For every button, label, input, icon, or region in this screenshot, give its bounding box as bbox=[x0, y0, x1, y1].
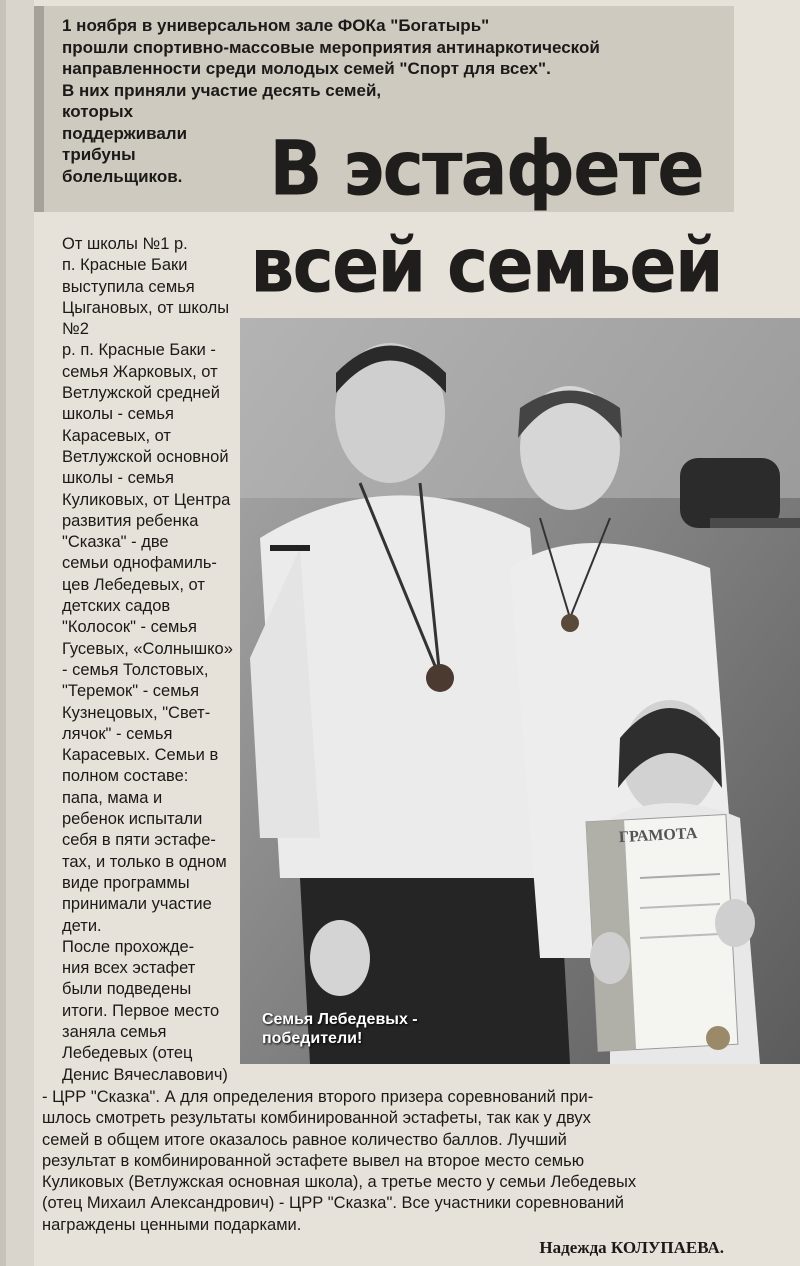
article-line: семья Жарковых, от bbox=[62, 362, 218, 381]
headline-line-1: В эстафете bbox=[269, 124, 703, 213]
lead-line: В них приняли участие десять семей, bbox=[62, 80, 382, 100]
headline-line-2: всей семьей bbox=[250, 221, 722, 311]
article-line: детских садов bbox=[62, 597, 171, 616]
article-line: выступила семья bbox=[62, 277, 195, 296]
article-line: семьи однофамиль- bbox=[62, 554, 217, 573]
article-line: От школы №1 р. bbox=[62, 235, 188, 253]
article-line: Цыгановых, от школы bbox=[62, 298, 230, 317]
headline bbox=[236, 120, 736, 314]
article-line: "Теремок" - семья bbox=[62, 682, 200, 701]
article-line: Ветлужской основной bbox=[62, 447, 229, 466]
article-line: - ЦРР "Сказка". А для определения второго призера соревнований при- bbox=[42, 1088, 594, 1106]
article-line: Кузнецовых, "Свет- bbox=[62, 703, 211, 722]
article-line: цев Лебедевых, от bbox=[62, 575, 205, 594]
page-fold-shadow bbox=[0, 0, 6, 1266]
article-line: шлось смотреть результаты комбинированной эстафеты, так как у двух bbox=[42, 1109, 591, 1128]
article-line: папа, мама и bbox=[62, 788, 163, 807]
lead-line: поддерживали bbox=[62, 123, 188, 143]
certificate-title: ГРАМОТА bbox=[618, 825, 698, 847]
lead-line: прошли спортивно-массовые мероприятия антинаркотической bbox=[62, 37, 600, 57]
article-line: семей в общем итоге оказалось равное количество баллов. Лучший bbox=[42, 1130, 567, 1149]
lead-line: которых bbox=[62, 102, 134, 121]
article-line: Денис Вячеславович) bbox=[62, 1065, 228, 1084]
article-line: заняла семья bbox=[62, 1022, 167, 1041]
article-line: После прохожде- bbox=[62, 937, 195, 956]
article-line: Карасевых, от bbox=[62, 426, 171, 445]
article-paragraph-2 bbox=[42, 937, 242, 1086]
photo-illustration bbox=[240, 318, 800, 1064]
lead-line: 1 ноября в универсальном зале ФОКа "Богатырь" bbox=[62, 16, 490, 35]
article-line: Гусевых, «Солнышко» bbox=[62, 639, 233, 658]
article-continuation bbox=[42, 1087, 742, 1236]
lead-line: болельщиков. bbox=[62, 166, 183, 186]
article-line: награждены ценными подарками. bbox=[42, 1215, 302, 1234]
article-line: "Сказка" - две bbox=[62, 533, 169, 552]
author-signature: Надежда КОЛУПАЕВА. bbox=[539, 1238, 724, 1257]
lead-line: направленности среди молодых семей "Спорт для всех". bbox=[62, 59, 551, 78]
article-line: лячок" - семья bbox=[62, 724, 173, 743]
article-line: Ветлужской средней bbox=[62, 384, 220, 403]
article-line: (отец Михаил Александрович) - ЦРР "Сказка". Все участники соревнований bbox=[42, 1194, 625, 1213]
article-line: - семья Толстовых, bbox=[62, 660, 209, 679]
article-line: школы - семья bbox=[62, 469, 174, 488]
article-line: ребенок испытали bbox=[62, 810, 203, 829]
article-column bbox=[42, 234, 242, 1086]
article-line: полном составе: bbox=[62, 767, 189, 786]
article-line: №2 bbox=[62, 320, 89, 339]
lead-line: трибуны bbox=[62, 145, 136, 164]
article-line: принимали участие bbox=[62, 895, 212, 914]
article-line: р. п. Красные Баки - bbox=[62, 341, 216, 360]
article-line: дети. bbox=[62, 916, 102, 935]
caption-line-2: победители! bbox=[262, 1030, 363, 1047]
caption-line-1: Семья Лебедевых - bbox=[262, 1011, 418, 1028]
article-line: Карасевых. Семьи в bbox=[62, 746, 219, 765]
article-paragraph-1 bbox=[42, 234, 242, 937]
article-line: "Колосок" - семья bbox=[62, 618, 197, 637]
article-line: Куликовых (Ветлужская основная школа), а третье место у семьи Лебедевых bbox=[42, 1173, 637, 1192]
article-line: Лебедевых (отец bbox=[62, 1044, 193, 1063]
article-line: результат в комбинированной эстафете вывел на второе место семью bbox=[42, 1151, 585, 1170]
article-line: п. Красные Баки bbox=[62, 256, 188, 275]
article-line: школы - семья bbox=[62, 405, 174, 424]
article-line: себя в пяти эстафе- bbox=[62, 831, 216, 850]
article-line: были подведены bbox=[62, 980, 192, 999]
photo-caption bbox=[262, 1010, 418, 1048]
article-line: тах, и только в одном bbox=[62, 852, 227, 871]
article-line: виде программы bbox=[62, 873, 190, 892]
family-photo bbox=[240, 318, 800, 1064]
article-line: развития ребенка bbox=[62, 511, 199, 530]
article-line: ния всех эстафет bbox=[62, 959, 196, 978]
article-line: итоги. Первое место bbox=[62, 1001, 220, 1020]
article-line: Куликовых, от Центра bbox=[62, 490, 231, 509]
